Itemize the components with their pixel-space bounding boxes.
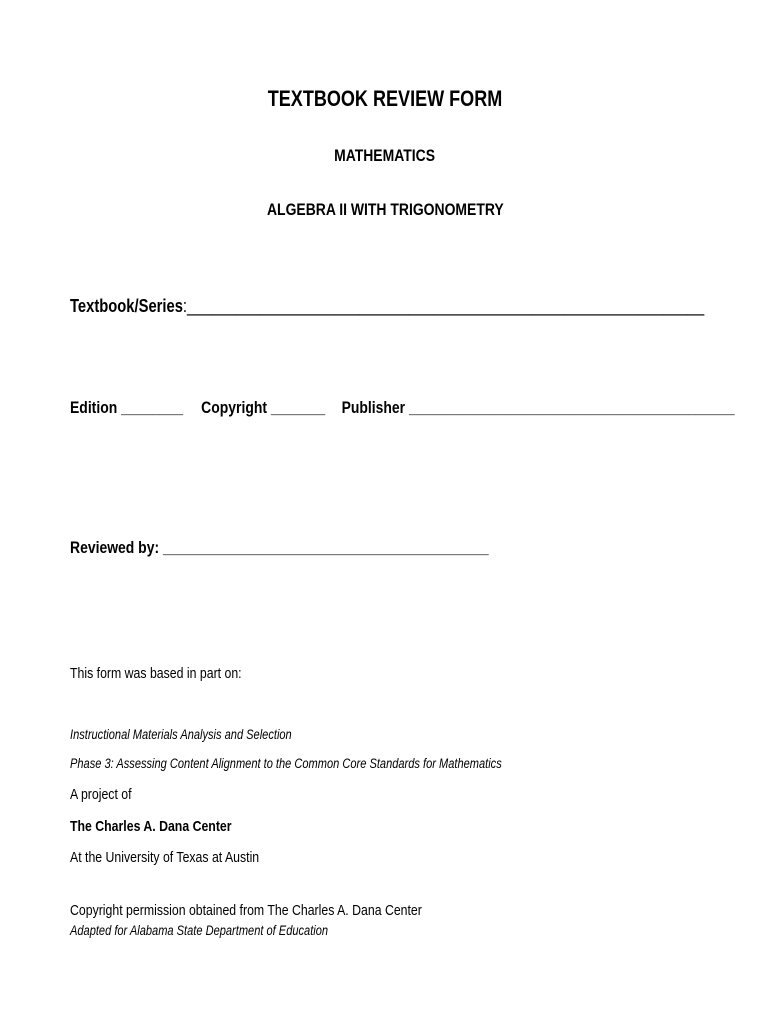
reviewed-by-label: Reviewed by: <box>70 538 160 557</box>
copyright-blank[interactable]: _______ <box>270 398 326 417</box>
reviewed-by-blank[interactable]: __________________________________________ <box>162 538 489 557</box>
course-heading-text: ALGEBRA II WITH TRIGONOMETRY <box>266 200 504 219</box>
based-on-note: This form was based in part on: <box>70 665 242 682</box>
textbook-series-label: Textbook/Series <box>70 296 183 316</box>
publisher-blank[interactable]: __________________________________________ <box>408 398 735 417</box>
edition-copyright-publisher-row <box>70 398 735 418</box>
university-text: At the University of Texas at Austin <box>70 849 260 866</box>
textbook-series-blank[interactable]: _______________________________________________________________ <box>187 296 705 316</box>
subject-heading-text: MATHEMATICS <box>334 146 436 165</box>
project-of-text: A project of <box>70 786 132 803</box>
publisher-label: Publisher <box>341 398 406 417</box>
subject-heading <box>0 146 770 166</box>
course-heading <box>0 200 770 220</box>
source-phase: Phase 3: Assessing Content Alignment to the Common Core Standards for Mathematics <box>70 756 502 771</box>
form-title <box>0 86 770 112</box>
copyright-label: Copyright <box>201 398 268 417</box>
textbook-series-field[interactable] <box>70 296 704 317</box>
form-title-text: TEXTBOOK REVIEW FORM <box>267 86 503 111</box>
adapted-for-text: Adapted for Alabama State Department of Education <box>70 923 329 938</box>
center-name: The Charles A. Dana Center <box>70 818 232 835</box>
reviewed-by-field <box>70 538 489 558</box>
edition-label: Edition <box>70 398 118 417</box>
copyright-permission-text: Copyright permission obtained from The Charles A. Dana Center <box>70 902 422 919</box>
textbook-series-colon: : <box>182 296 188 316</box>
edition-blank[interactable]: ________ <box>121 398 184 417</box>
source-title: Instructional Materials Analysis and Selection <box>70 727 292 742</box>
